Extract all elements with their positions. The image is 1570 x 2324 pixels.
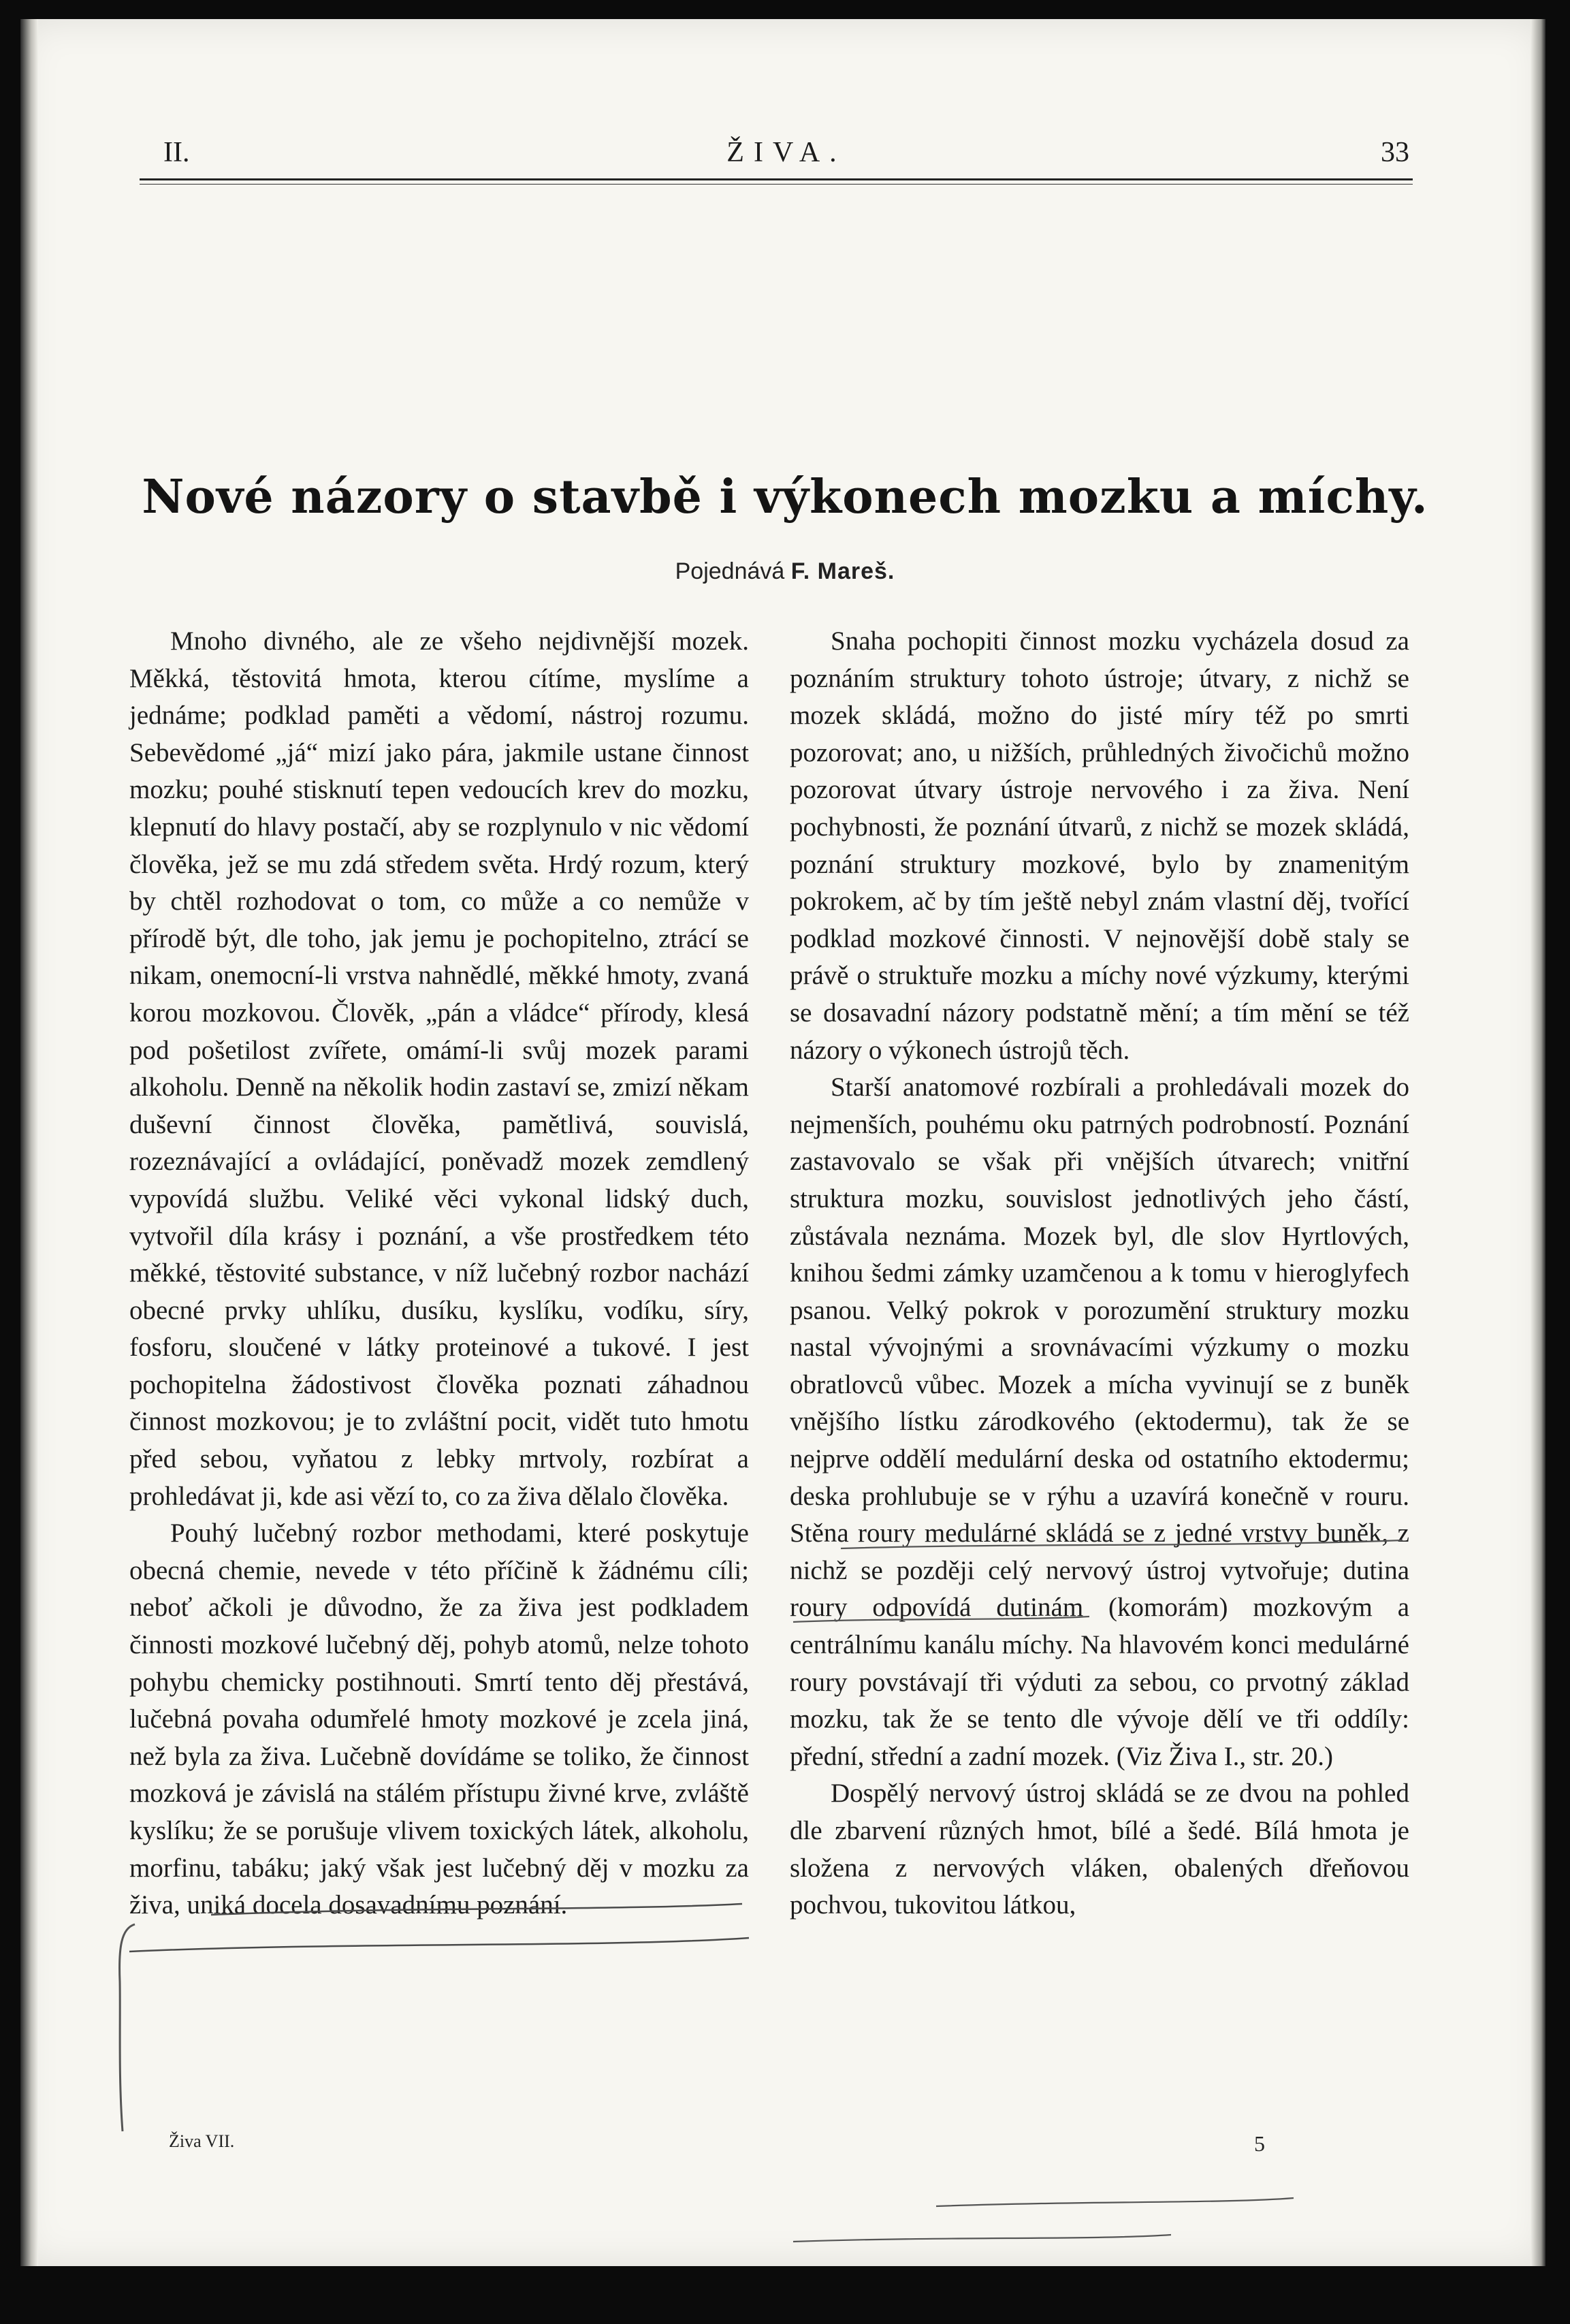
paragraph: Mnoho divného, ale ze všeho nejdivnější mozek. Měkká, těstovitá hmota, kterou cítíme, myslíme a jednáme; podklad paměti a vědomí, nástroj rozumu. Sebevědomé „já“ mizí jako pára, jakmile ustane činnost mozku; pouhé stisknutí tepen vedoucích krev do mozku, klepnutí do hlavy postačí, aby se rozplynulo v nic vědomí člověka, jež se mu zdá středem světa. Hrdý rozum, který by chtěl rozhodovat o tom, co může a co nemůže v přírodě být, dle toho, jak jemu je pochopitelno, ztrácí se nikam, onemocní-li vrstva nahnědlé, měkké hmoty, zvaná korou mozkovou. Člověk, „pán a vládce“ přírody, klesá pod pošetilost zvířete, omámí-li svůj mozek parami alkoholu. Denně na několik hodin zastaví se, zmizí někam duševní činnost člověka, pamětlivá, souvislá, rozeznávající a ovládající, poněvadž mozek zemdlený vypovídá službu. Veliké věci vykonal lidský duch, vytvořil díla krásy i poznání, a vše prostředkem této měkké, těstovité substance, v níž lučebný rozbor nachází obecné prvky uhlíku, dusíku, kyslíku, vodíku, síry, fosforu, sloučené v látky proteinové a tukové. I jest pochopitelna žádostivost člověka poznati záhadnou činnost mozkovou; je to zvláštní pocit, vidět tuto hmotu před sebou, vyňatou z lebky mrtvoly, rozbírat a prohledávat ji, kde asi vězí to, co za živa dělalo člověka.: [129, 626, 749, 1511]
header-page-number: 33: [1381, 137, 1409, 168]
article-title: Nové názory o stavbě i výkonech mozku a míchy.: [142, 470, 1428, 524]
paragraph: Starší anatomové rozbírali a prohledávali mozek do nejmenších, pouhému oku patrných podrobností. Poznání zastavovalo se však při vnějších útvarech; vnitřní struktura mozku, souvislost jednotlivých jeho částí, zůstávala neznáma. Mozek byl, dle slov Hyrtlových, knihou šedmi zámky uzamčenou a k tomu v hieroglyfech psanou. Velký pokrok v porozumění struktury mozku nastal vývojnými a srovnávacími výzkumy o mozku obratlovců vůbec. Mozek a mícha vyvinují se z buněk vnějšího lístku zárodkového (ektodermu), tak že se nejprve oddělí medulární deska od ostatního ektodermu; deska prohlubuje se v rýhu a uzavírá konečně v rouru. Stěna roury medulárné skládá se z jedné vrstvy buněk, z nichž se později celý nervový ústroj vytvořuje; dutina roury odpovídá dutinám (komorám) mozkovým a centrálnímu kanálu míchy. Na hlavovém konci medulárné roury povstávají tři výduti za sebou, co prvotný základ mozku, tak že se tento dle vývoje dělí ve tři oddíly: přední, střední a zadní mozek. (Viz Živa I., str. 20.): [790, 1072, 1409, 1771]
byline: [0, 558, 1570, 585]
right-page-edge: [1531, 19, 1545, 2266]
header-journal-name: ŽIVA.: [726, 137, 846, 168]
footer-signature: Živa VII.: [169, 2131, 235, 2151]
running-header: [163, 136, 1409, 177]
byline-prefix: Pojednává: [675, 558, 785, 584]
page-footer: [169, 2131, 1265, 2159]
right-column: [790, 623, 1409, 1924]
left-page-edge: [20, 19, 38, 2266]
paragraph: Dospělý nervový ústroj skládá se ze dvou na pohled dle zbarvení různých hmot, bílé a šedé. Bílá hmota je složena z nervových vláken, obalených dřeňovou pochvou, tukovitou látkou,: [790, 1779, 1409, 1920]
paragraph: Snaha pochopiti činnost mozku vycházela dosud za poznáním struktury tohoto ústroje; útvary, z nichž se mozek skládá, možno do jisté míry též po smrti pozorovat; ano, u nižších, průhledných živočichů možno pozorovat útvary ústroje nervového i za živa. Není pochybnosti, že poznání útvarů, z nichž se mozek skládá, poznání struktury mozkové, bylo by znamenitým pokrokem, ač by tím ještě nebyl znám vlastní děj, tvořící podklad mozkové činnosti. V nejnovější době staly se právě o struktuře mozku a míchy nové výzkumy, kterými se dosavadní názory podstatně mění; a tím mění se též názory o výkonech ústrojů těch.: [790, 626, 1409, 1065]
header-section: II.: [163, 137, 190, 168]
footer-sheet-number: 5: [1254, 2131, 1265, 2156]
header-rule: [140, 178, 1413, 185]
paragraph: Pouhý lučebný rozbor methodami, které poskytuje obecná chemie, nevede v této příčině k žádnému cíli; neboť ačkoli je důvodno, že za živa jest podkladem činnosti mozkové lučebný děj, pohyb atomů, nelze tohoto pohybu chemicky postihnouti. Smrtí tento děj přestává, lučebná povaha odumřelé hmoty mozkové je zcela jiná, než byla za živa. Lučebně dovídáme se toliko, že činnost mozková je závislá na stálém přístupu živné krve, zvláště kyslíku; že se porušuje vlivem toxických látek, alkoholu, morfinu, tabáku; jaký však jest lučebný děj v mozku za živa, uniká docela dosavadnímu poznání.: [129, 1518, 749, 1920]
left-column: [129, 623, 749, 1924]
author-name: F. Mareš.: [790, 558, 895, 584]
